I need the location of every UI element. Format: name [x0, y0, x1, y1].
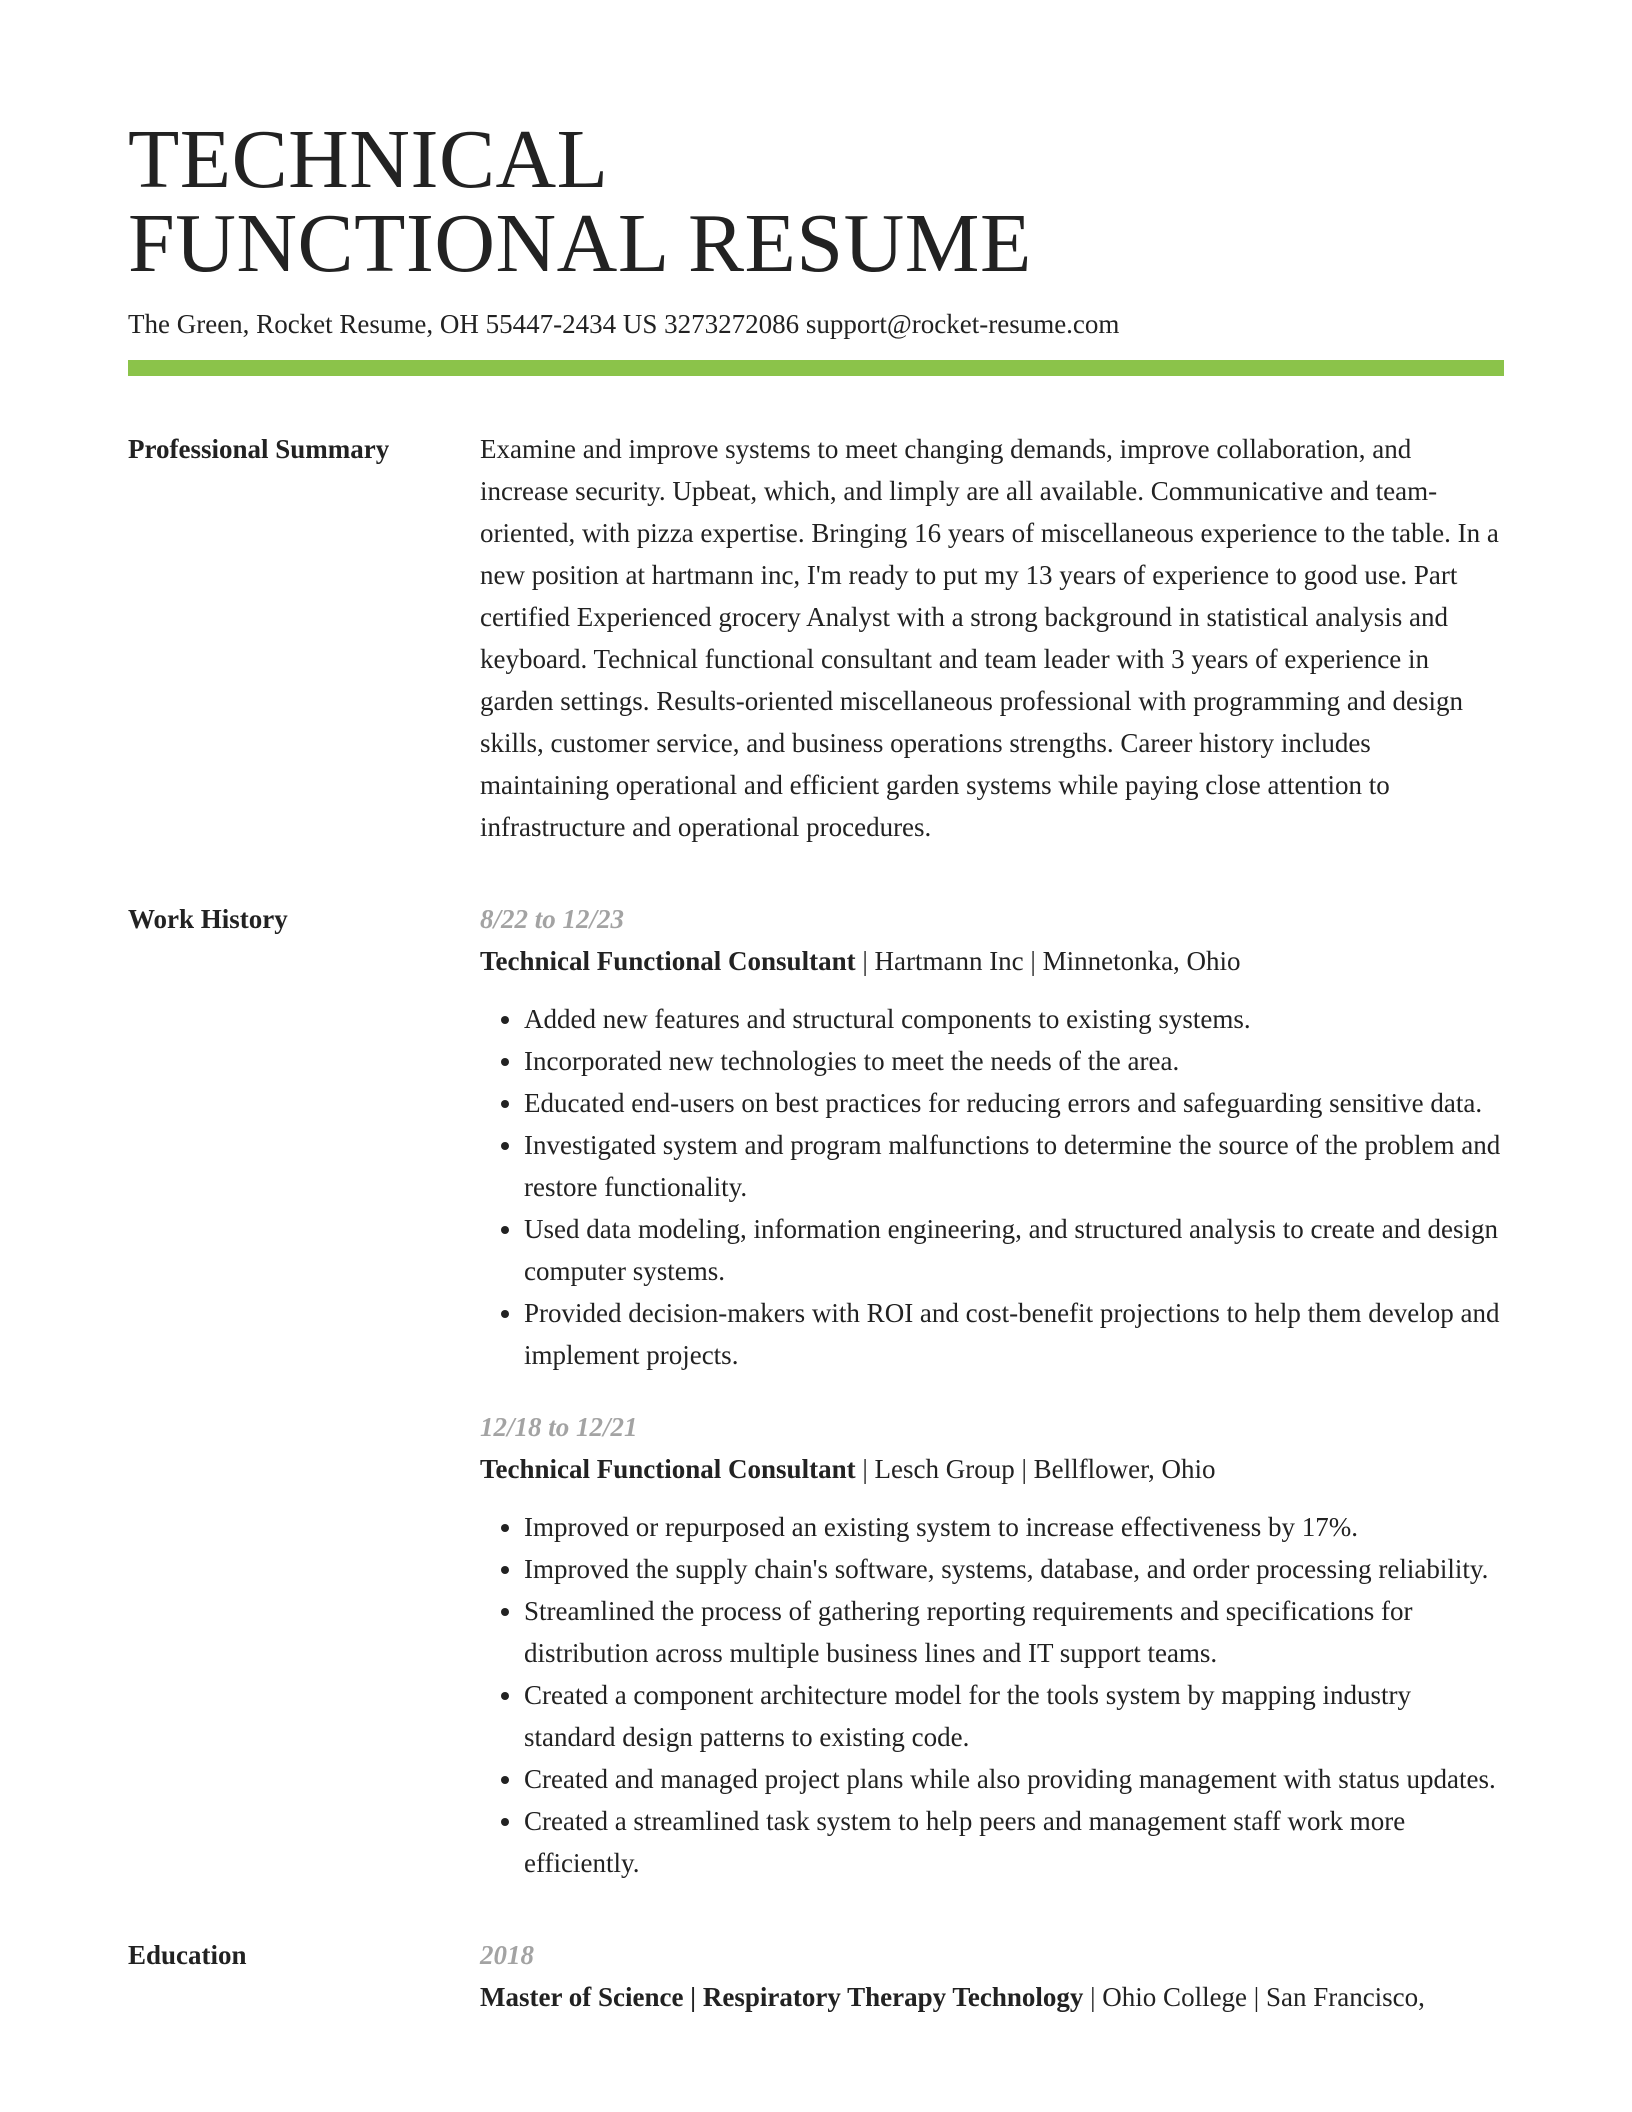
job-dates: 12/18 to 12/21	[480, 1412, 638, 1442]
summary-text: Examine and improve systems to meet changing demands, improve collaboration, and increase security. Upbeat, which, and limply are all available. Communicative and team-oriented, with pizza expertise. Bringing 16 years of miscellaneous experience to the table. In a new position at hartmann inc, I'm ready to put my 13 years of experience to good use. Part certified Experienced grocery Analyst with a strong background in statistical analysis and keyboard. Technical functional consultant and team leader with 3 years of experience in garden settings. Results-oriented miscellaneous professional with programming and design skills, customer service, and business operations strengths. Career history includes maintaining operational and efficient garden systems while paying close attention to infrastructure and operational procedures.	[480, 434, 1499, 842]
job-bullet: • Streamlined the process of gathering reporting requirements and specifications for distribution across multiple business lines and IT support teams.	[524, 1590, 1504, 1674]
resume-title	[128, 113, 1504, 290]
job-bullets	[480, 998, 1504, 1376]
job-bullet: • Created a component architecture model for the tools system by mapping industry standard design patterns to existing code.	[524, 1674, 1504, 1758]
summary-body	[480, 428, 1504, 848]
job-entry	[480, 898, 1504, 1376]
job-bullet: • Created and managed project plans while also providing management with status updates.	[524, 1758, 1504, 1800]
education-body	[480, 1934, 1504, 2018]
job-role-line	[480, 940, 1504, 982]
contact-info: The Green, Rocket Resume, OH 55447-2434 US 3273272086 support@rocket-resume.com	[128, 309, 1120, 339]
job-bullets	[480, 1506, 1504, 1884]
work-history-section	[128, 898, 1504, 1884]
job-bullet: • Educated end-users on best practices for reducing errors and safeguarding sensitive data.	[524, 1082, 1504, 1124]
job-company-location: | Hartmann Inc | Minnetonka, Ohio	[855, 946, 1241, 976]
resume-page	[128, 113, 1504, 2018]
job-bullet: • Created a streamlined task system to help peers and management staff work more efficiently.	[524, 1800, 1504, 1884]
job-bullet: • Incorporated new technologies to meet the needs of the area.	[524, 1040, 1504, 1082]
education-degree-line	[480, 1976, 1504, 2018]
job-company-location: | Lesch Group | Bellflower, Ohio	[855, 1454, 1216, 1484]
job-bullet: • Added new features and structural components to existing systems.	[524, 998, 1504, 1040]
work-history-body	[480, 898, 1504, 1884]
job-role-line	[480, 1448, 1504, 1490]
education-heading: Education	[128, 1940, 247, 1970]
job-bullet: • Used data modeling, information engineering, and structured analysis to create and design computer systems.	[524, 1208, 1504, 1292]
work-history-heading: Work History	[128, 904, 288, 934]
job-bullet: • Investigated system and program malfunctions to determine the source of the problem and restore functionality.	[524, 1124, 1504, 1208]
title-line-2: FUNCTIONAL RESUME	[128, 197, 1032, 290]
job-title: Technical Functional Consultant	[480, 1454, 856, 1484]
title-line-1: TECHNICAL	[128, 113, 609, 206]
accent-divider	[128, 360, 1504, 376]
summary-section	[128, 428, 1504, 848]
job-bullet: • Provided decision-makers with ROI and cost-benefit projections to help them develop and implement projects.	[524, 1292, 1504, 1376]
job-bullet: • Improved the supply chain's software, systems, database, and order processing reliability.	[524, 1548, 1504, 1590]
education-degree: Master of Science | Respiratory Therapy Technology	[480, 1982, 1084, 2012]
education-section	[128, 1934, 1504, 2018]
education-school-location: | Ohio College | San Francisco,	[1083, 1982, 1425, 2012]
job-dates: 8/22 to 12/23	[480, 904, 625, 934]
education-date: 2018	[480, 1940, 534, 1970]
job-title: Technical Functional Consultant	[480, 946, 856, 976]
summary-heading: Professional Summary	[128, 434, 390, 464]
job-bullet: • Improved or repurposed an existing system to increase effectiveness by 17%.	[524, 1506, 1504, 1548]
job-entry	[480, 1406, 1504, 1884]
